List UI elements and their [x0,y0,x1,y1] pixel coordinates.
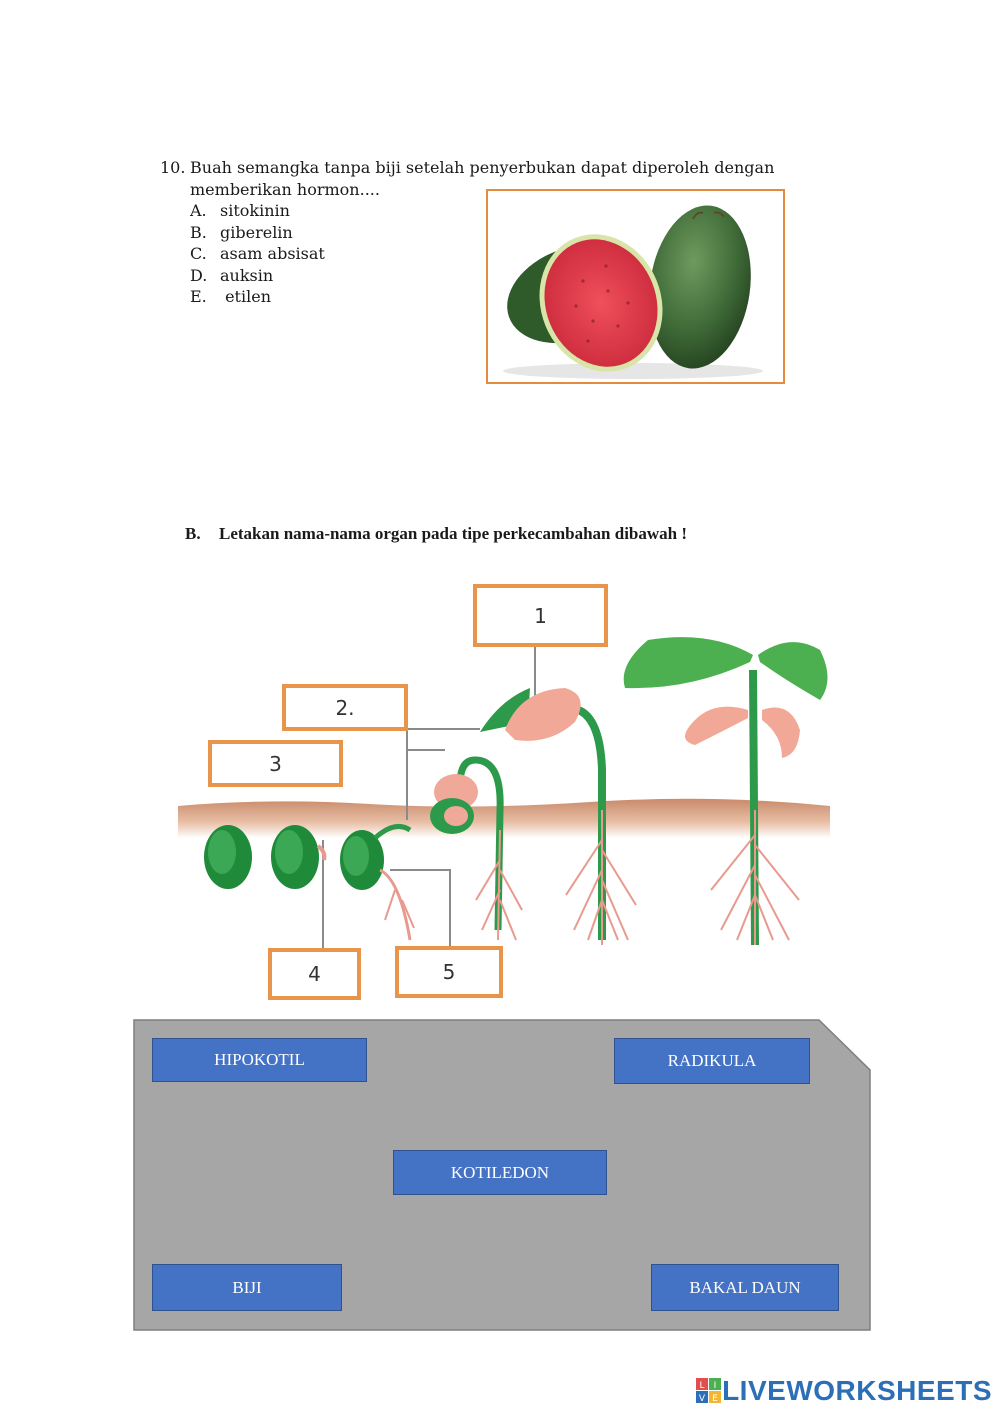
option-letter: C. [190,244,207,263]
seed-stage-3 [340,826,414,940]
question-stem-line2: memberikan hormon.... [190,179,380,199]
option-text: giberelin [220,222,293,242]
chip-biji[interactable]: BIJI [152,1264,342,1311]
option-text: etilen [220,287,271,306]
germination-diagram [170,570,840,1010]
section-title: Letakan nama-nama organ pada tipe perkecambahan dibawah ! [219,524,688,543]
svg-text:L: L [699,1381,705,1391]
seed-stage-1 [204,825,252,889]
label-box-3[interactable]: 3 [208,740,343,787]
seedling-stage-4 [430,760,522,940]
chip-radikula[interactable]: RADIKULA [614,1038,810,1084]
svg-text:I: I [713,1381,717,1391]
chip-hipokotil[interactable]: HIPOKOTIL [152,1038,367,1082]
label-box-1[interactable]: 1 [473,584,608,647]
option-letter: B. [190,222,207,242]
brand-name: LIVEWORKSHEETS [722,1375,992,1406]
option-letter: A. [190,201,207,220]
watermelon-image [486,189,785,384]
option-letter: D. [190,265,208,285]
seedling-stage-6 [624,637,828,945]
option-text: asam absisat [220,244,325,263]
option-text: sitokinin [220,201,290,220]
question-number: 10. [160,158,186,177]
svg-text:E: E [712,1394,718,1404]
label-box-2[interactable]: 2. [282,684,408,731]
liveworksheets-logo [696,1375,992,1407]
label-box-5[interactable]: 5 [395,946,503,998]
question-stem-line1: Buah semangka tanpa biji setelah penyerbukan dapat diperoleh dengan [190,158,775,177]
watermelon-illustration [488,191,783,382]
chip-bakal-daun[interactable]: BAKAL DAUN [651,1264,839,1311]
svg-text:V: V [698,1394,706,1404]
logo-mark-icon [696,1378,722,1404]
section-label: B. [185,524,201,543]
option-text: auksin [220,265,274,285]
label-box-4[interactable]: 4 [268,948,361,1000]
answer-bank-panel [133,1019,871,1331]
chip-kotiledon[interactable]: KOTILEDON [393,1150,607,1195]
option-letter: E. [190,287,207,306]
